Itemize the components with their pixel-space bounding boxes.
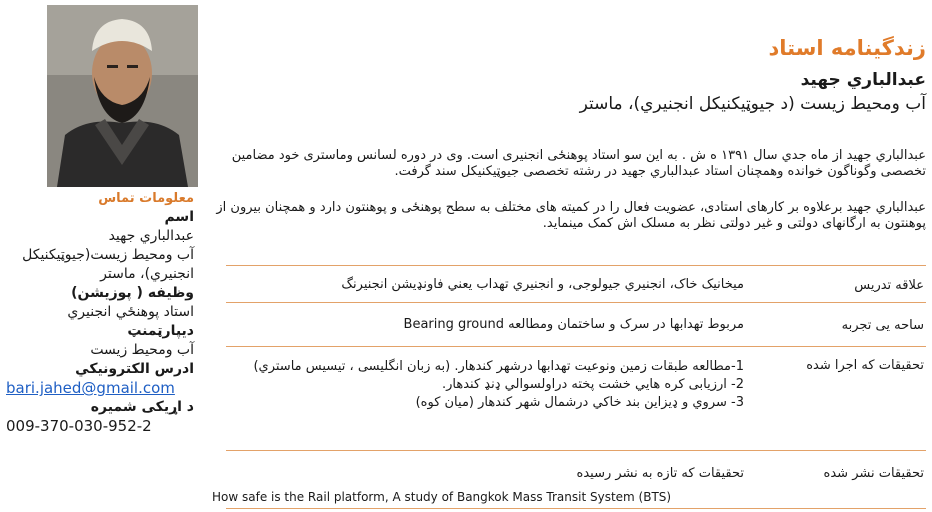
table-row-value: تحقیقات که تازه به نشر رسیده bbox=[576, 466, 744, 481]
bio-paragraph-1: عبدالباري جهيد از ماه جدي سال ۱۳۹۱ ه ش . به این سو استاد پوهنځی انجنیری است. وی در دوره لسانس وماستری خود مضامین تخصصی وگوناگون خوانده وهمچنان استاد عبدالباري جهيد در رشته تخصصی جیوټیکنیکل سند گرفت. bbox=[231, 148, 926, 179]
phone-value: 009-370-030-952-2 bbox=[6, 417, 152, 435]
research-list bbox=[244, 358, 744, 412]
email-label: ادرس الکترونیکي bbox=[75, 361, 194, 377]
table-row-label: ساحه یی تجربه bbox=[841, 318, 924, 333]
table-divider bbox=[226, 450, 926, 451]
table-divider bbox=[226, 265, 926, 266]
profile-photo bbox=[47, 5, 198, 187]
table-divider bbox=[226, 508, 926, 509]
name-value: عبدالباري جهيد bbox=[108, 228, 194, 244]
portrait-image bbox=[47, 5, 198, 187]
phone-label: د اړیکی شمیره bbox=[90, 399, 194, 415]
position-value: استاد پوهنځي انجنیري bbox=[67, 304, 194, 320]
research-item: 1-مطالعه طبقات زمین ونوعیت تهدابها درشهر کندهار. (به زبان انگلیسی ، تیسیس ماستري) bbox=[253, 359, 744, 374]
table-row-value: مربوط تهدابها در سرک و ساختمان ومطالعه Bearing ground bbox=[403, 317, 744, 332]
research-item: 2- ارزيابی کره هايي خشت پخته دراولسوالي ډنډ کندهار. bbox=[441, 377, 744, 392]
page-title: زندگینامه استاد bbox=[768, 36, 926, 60]
profile-degree: آب ومحیط زیست (د جیوټیکنیکل انجنیري)، ماستر bbox=[579, 94, 926, 114]
contact-sidebar bbox=[6, 189, 194, 436]
table-row-label: تحقیقات نشر شده bbox=[823, 466, 924, 481]
contact-header: معلومات تماس bbox=[98, 191, 194, 206]
table-row-value: میخانیک خاک، انجنیري جیولوجی، و انجنیري تهداب یعني فاونډیشن انجنیرنگ bbox=[341, 277, 744, 292]
research-item: 3- سروي و ډیزاین بند خاکي درشمال شهر کندهار (میان کوه) bbox=[415, 395, 744, 410]
table-divider bbox=[226, 302, 926, 303]
table-row-label: علاقه تدریس bbox=[854, 278, 924, 293]
email-link[interactable]: bari.jahed@gmail.com bbox=[6, 379, 175, 397]
publication-title: How safe is the Rail platform, A study of Bangkok Mass Transit System (BTS) bbox=[212, 490, 672, 504]
bio-paragraph-2: عبدالباري جهيد برعلاوه بر کارهای استادی، عضویت فعال را در کمیته های مختلف به سطح پوهنځی و پوهنتون دارد و همچنان بیرون از پوهنتون به ارگانهای دولتی و غیر دولتی نظر به مسلک اش کمک مینماید. bbox=[216, 200, 926, 231]
profile-name: عبدالباري جهيد bbox=[800, 70, 926, 90]
field-value: آب ومحیط زیست(جیوټیکنیکل انجنیري)، ماستر bbox=[22, 247, 194, 282]
department-label: دیپارټمنټ bbox=[127, 323, 194, 339]
position-label: وظیفه ( پوزیشن) bbox=[71, 285, 194, 301]
table-row-label: تحقیقات که اجرا شده bbox=[806, 358, 924, 373]
name-label: اسم bbox=[164, 209, 194, 225]
department-value: آب ومحیط زیست bbox=[90, 342, 194, 358]
table-divider bbox=[226, 346, 926, 347]
